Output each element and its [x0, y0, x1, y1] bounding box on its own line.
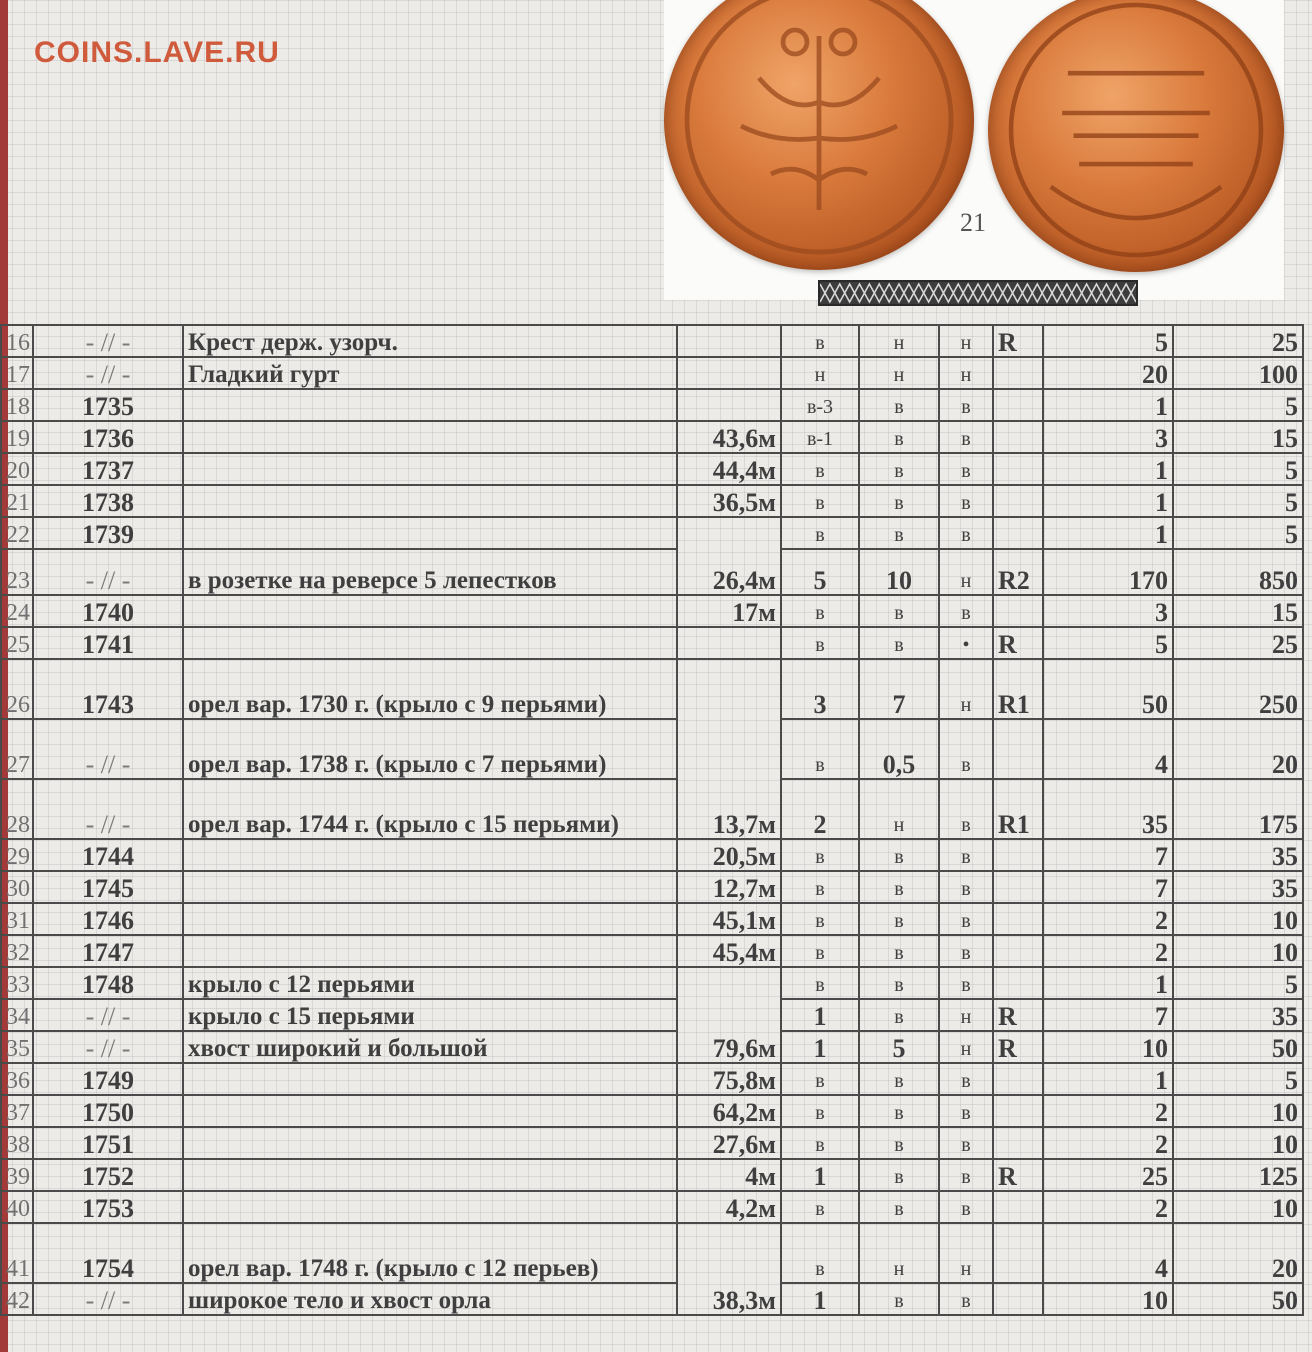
- price-2-cell: 5: [1173, 485, 1303, 517]
- table-row: [1, 1191, 1303, 1223]
- year-cell: 1749: [33, 1063, 183, 1095]
- grade-c-cell: в: [939, 389, 993, 421]
- price-1-cell: 1: [1043, 517, 1173, 549]
- mintage-cell: 17м: [677, 595, 781, 627]
- grade-c-cell: в: [939, 719, 993, 779]
- price-1-cell: 10: [1043, 1031, 1173, 1063]
- coin-catalog-table: [0, 324, 1304, 1316]
- price-1-cell: 5: [1043, 627, 1173, 659]
- site-watermark: COINS.LAVE.RU: [34, 36, 280, 69]
- row-number: 28: [1, 779, 33, 839]
- grade-a-cell: в: [781, 453, 859, 485]
- grade-b-cell: в: [859, 421, 939, 453]
- grade-a-cell: в: [781, 967, 859, 999]
- price-2-cell: 50: [1173, 1283, 1303, 1315]
- mintage-cell: 4м: [677, 1159, 781, 1191]
- grade-a-cell: 3: [781, 659, 859, 719]
- price-1-cell: 1: [1043, 1063, 1173, 1095]
- price-2-cell: 15: [1173, 421, 1303, 453]
- price-1-cell: 170: [1043, 549, 1173, 595]
- row-number: 39: [1, 1159, 33, 1191]
- grade-c-cell: н: [939, 549, 993, 595]
- year-cell: - // -: [33, 1031, 183, 1063]
- description-cell: [183, 517, 677, 549]
- rarity-cell: [993, 421, 1043, 453]
- price-2-cell: 10: [1173, 1191, 1303, 1223]
- price-1-cell: 1: [1043, 453, 1173, 485]
- description-cell: орел вар. 1748 г. (крыло с 12 перьев): [183, 1223, 677, 1283]
- price-2-cell: 175: [1173, 779, 1303, 839]
- year-cell: - // -: [33, 549, 183, 595]
- price-1-cell: 25: [1043, 1159, 1173, 1191]
- price-2-cell: 250: [1173, 659, 1303, 719]
- row-number: 23: [1, 549, 33, 595]
- row-number: 31: [1, 903, 33, 935]
- description-cell: [183, 839, 677, 871]
- year-cell: 1737: [33, 453, 183, 485]
- table-row: [1, 595, 1303, 627]
- price-1-cell: 1: [1043, 967, 1173, 999]
- grade-c-cell: н: [939, 999, 993, 1031]
- grade-b-cell: в: [859, 389, 939, 421]
- mintage-cell: 36,5м: [677, 485, 781, 517]
- grade-b-cell: 7: [859, 659, 939, 719]
- rarity-cell: [993, 485, 1043, 517]
- grade-b-cell: в: [859, 903, 939, 935]
- grade-c-cell: в: [939, 1159, 993, 1191]
- year-cell: 1738: [33, 485, 183, 517]
- grade-a-cell: 2: [781, 779, 859, 839]
- price-1-cell: 2: [1043, 1095, 1173, 1127]
- table-row: [1, 1063, 1303, 1095]
- mintage-cell: [677, 389, 781, 421]
- grade-c-cell: в: [939, 839, 993, 871]
- row-number: 41: [1, 1223, 33, 1283]
- grade-a-cell: в-3: [781, 389, 859, 421]
- grade-a-cell: 5: [781, 549, 859, 595]
- mintage-cell: 45,4м: [677, 935, 781, 967]
- table-row: [1, 549, 1303, 595]
- table-row: [1, 719, 1303, 779]
- year-cell: 1740: [33, 595, 183, 627]
- grade-c-cell: в: [939, 485, 993, 517]
- table-row: [1, 1223, 1303, 1283]
- price-2-cell: 35: [1173, 871, 1303, 903]
- table-row: [1, 1031, 1303, 1063]
- description-cell: орел вар. 1744 г. (крыло с 15 перьями): [183, 779, 677, 839]
- rarity-cell: [993, 1063, 1043, 1095]
- grade-c-cell: н: [939, 1223, 993, 1283]
- price-2-cell: 10: [1173, 1127, 1303, 1159]
- grade-b-cell: 5: [859, 1031, 939, 1063]
- description-cell: [183, 1159, 677, 1191]
- year-cell: - // -: [33, 719, 183, 779]
- rarity-cell: [993, 389, 1043, 421]
- rarity-cell: [993, 453, 1043, 485]
- price-1-cell: 7: [1043, 839, 1173, 871]
- price-2-cell: 5: [1173, 389, 1303, 421]
- table-row: [1, 1159, 1303, 1191]
- rarity-cell: R: [993, 627, 1043, 659]
- price-1-cell: 4: [1043, 1223, 1173, 1283]
- grade-b-cell: в: [859, 999, 939, 1031]
- grade-c-cell: в: [939, 903, 993, 935]
- price-1-cell: 35: [1043, 779, 1173, 839]
- grade-a-cell: н: [781, 357, 859, 389]
- decorative-ornament: [818, 280, 1138, 306]
- mintage-cell: 26,4м: [677, 517, 781, 595]
- grade-c-cell: в: [939, 453, 993, 485]
- grade-c-cell: в: [939, 517, 993, 549]
- year-cell: 1746: [33, 903, 183, 935]
- price-1-cell: 7: [1043, 871, 1173, 903]
- description-cell: крыло с 15 перьями: [183, 999, 677, 1031]
- grade-c-cell: в: [939, 871, 993, 903]
- price-1-cell: 50: [1043, 659, 1173, 719]
- table-row: [1, 357, 1303, 389]
- price-1-cell: 3: [1043, 595, 1173, 627]
- grade-a-cell: в: [781, 595, 859, 627]
- table-row: [1, 839, 1303, 871]
- row-number: 34: [1, 999, 33, 1031]
- price-1-cell: 2: [1043, 1127, 1173, 1159]
- description-cell: в розетке на реверсе 5 лепестков: [183, 549, 677, 595]
- mintage-cell: [677, 627, 781, 659]
- row-number: 40: [1, 1191, 33, 1223]
- grade-a-cell: в: [781, 1127, 859, 1159]
- rarity-cell: [993, 719, 1043, 779]
- price-1-cell: 4: [1043, 719, 1173, 779]
- description-cell: [183, 453, 677, 485]
- grade-a-cell: 1: [781, 1159, 859, 1191]
- price-2-cell: 25: [1173, 627, 1303, 659]
- price-2-cell: 10: [1173, 935, 1303, 967]
- grade-c-cell: н: [939, 357, 993, 389]
- row-number: 29: [1, 839, 33, 871]
- description-cell: [183, 485, 677, 517]
- mintage-cell: 38,3м: [677, 1223, 781, 1315]
- grade-a-cell: в: [781, 1063, 859, 1095]
- price-1-cell: 3: [1043, 421, 1173, 453]
- price-2-cell: 10: [1173, 903, 1303, 935]
- mintage-cell: [677, 357, 781, 389]
- table-row: [1, 659, 1303, 719]
- description-cell: Крест держ. узорч.: [183, 325, 677, 357]
- grade-a-cell: 1: [781, 999, 859, 1031]
- year-cell: 1735: [33, 389, 183, 421]
- grade-b-cell: н: [859, 779, 939, 839]
- price-1-cell: 20: [1043, 357, 1173, 389]
- grade-b-cell: в: [859, 1159, 939, 1191]
- table-row: [1, 999, 1303, 1031]
- price-2-cell: 20: [1173, 719, 1303, 779]
- row-number: 32: [1, 935, 33, 967]
- mintage-cell: 13,7м: [677, 659, 781, 839]
- year-cell: 1754: [33, 1223, 183, 1283]
- year-cell: 1743: [33, 659, 183, 719]
- table-row: [1, 967, 1303, 999]
- description-cell: крыло с 12 перьями: [183, 967, 677, 999]
- price-2-cell: 5: [1173, 453, 1303, 485]
- grade-c-cell: н: [939, 1031, 993, 1063]
- grade-b-cell: в: [859, 627, 939, 659]
- grade-c-cell: н: [939, 659, 993, 719]
- price-2-cell: 50: [1173, 1031, 1303, 1063]
- rarity-cell: [993, 1283, 1043, 1315]
- grade-c-cell: в: [939, 1283, 993, 1315]
- grade-b-cell: в: [859, 1127, 939, 1159]
- price-1-cell: 10: [1043, 1283, 1173, 1315]
- row-number: 42: [1, 1283, 33, 1315]
- grade-a-cell: в: [781, 1223, 859, 1283]
- grade-c-cell: в: [939, 1191, 993, 1223]
- row-number: 35: [1, 1031, 33, 1063]
- description-cell: орел вар. 1730 г. (крыло с 9 перьями): [183, 659, 677, 719]
- grade-b-cell: в: [859, 517, 939, 549]
- description-cell: [183, 1095, 677, 1127]
- rarity-cell: [993, 871, 1043, 903]
- description-cell: [183, 627, 677, 659]
- grade-a-cell: в: [781, 839, 859, 871]
- rarity-cell: [993, 903, 1043, 935]
- rarity-cell: [993, 517, 1043, 549]
- row-number: 37: [1, 1095, 33, 1127]
- grade-b-cell: в: [859, 871, 939, 903]
- table-row: [1, 389, 1303, 421]
- row-number: 20: [1, 453, 33, 485]
- year-cell: - // -: [33, 1283, 183, 1315]
- rarity-cell: [993, 839, 1043, 871]
- row-number: 22: [1, 517, 33, 549]
- grade-a-cell: в-1: [781, 421, 859, 453]
- grade-b-cell: в: [859, 839, 939, 871]
- rarity-cell: [993, 1095, 1043, 1127]
- price-2-cell: 15: [1173, 595, 1303, 627]
- year-cell: 1741: [33, 627, 183, 659]
- rarity-cell: R: [993, 1031, 1043, 1063]
- year-cell: 1751: [33, 1127, 183, 1159]
- description-cell: [183, 595, 677, 627]
- grade-b-cell: в: [859, 935, 939, 967]
- mintage-cell: 45,1м: [677, 903, 781, 935]
- grade-b-cell: в: [859, 453, 939, 485]
- grade-a-cell: в: [781, 517, 859, 549]
- grade-a-cell: в: [781, 485, 859, 517]
- year-cell: 1739: [33, 517, 183, 549]
- year-cell: - // -: [33, 779, 183, 839]
- grade-c-cell: в: [939, 1095, 993, 1127]
- grade-b-cell: в: [859, 485, 939, 517]
- row-number: 33: [1, 967, 33, 999]
- price-1-cell: 2: [1043, 1191, 1173, 1223]
- grade-b-cell: 0,5: [859, 719, 939, 779]
- grade-b-cell: в: [859, 1283, 939, 1315]
- grade-a-cell: в: [781, 627, 859, 659]
- year-cell: - // -: [33, 325, 183, 357]
- mintage-cell: 4,2м: [677, 1191, 781, 1223]
- rarity-cell: [993, 1223, 1043, 1283]
- price-2-cell: 10: [1173, 1095, 1303, 1127]
- rarity-cell: [993, 595, 1043, 627]
- description-cell: [183, 1063, 677, 1095]
- year-cell: 1753: [33, 1191, 183, 1223]
- grade-b-cell: в: [859, 967, 939, 999]
- rarity-cell: R2: [993, 549, 1043, 595]
- rarity-cell: [993, 1127, 1043, 1159]
- rarity-cell: R: [993, 1159, 1043, 1191]
- coin-reverse-image: [988, 0, 1284, 272]
- grade-a-cell: 1: [781, 1031, 859, 1063]
- grade-c-cell: в: [939, 1063, 993, 1095]
- grade-b-cell: в: [859, 1095, 939, 1127]
- year-cell: - // -: [33, 357, 183, 389]
- grade-c-cell: в: [939, 1127, 993, 1159]
- mintage-cell: 12,7м: [677, 871, 781, 903]
- table-row: [1, 903, 1303, 935]
- rarity-cell: [993, 967, 1043, 999]
- rarity-cell: [993, 935, 1043, 967]
- mintage-cell: 64,2м: [677, 1095, 781, 1127]
- row-number: 16: [1, 325, 33, 357]
- price-2-cell: 125: [1173, 1159, 1303, 1191]
- grade-c-cell: в: [939, 421, 993, 453]
- rarity-cell: R: [993, 999, 1043, 1031]
- row-number: 17: [1, 357, 33, 389]
- table-row: [1, 453, 1303, 485]
- year-cell: 1744: [33, 839, 183, 871]
- grade-b-cell: 10: [859, 549, 939, 595]
- row-number: 24: [1, 595, 33, 627]
- grade-c-cell: в: [939, 935, 993, 967]
- description-cell: [183, 421, 677, 453]
- grade-b-cell: н: [859, 357, 939, 389]
- table-row: [1, 421, 1303, 453]
- table-row: [1, 779, 1303, 839]
- mintage-cell: [677, 325, 781, 357]
- row-number: 38: [1, 1127, 33, 1159]
- page-number: 21: [960, 208, 986, 237]
- rarity-cell: [993, 1191, 1043, 1223]
- description-cell: [183, 871, 677, 903]
- grade-c-cell: в: [939, 967, 993, 999]
- table-row: [1, 871, 1303, 903]
- row-number: 30: [1, 871, 33, 903]
- price-1-cell: 1: [1043, 485, 1173, 517]
- grade-c-cell: в: [939, 595, 993, 627]
- grade-c-cell: в: [939, 779, 993, 839]
- mintage-cell: 43,6м: [677, 421, 781, 453]
- table-row: [1, 485, 1303, 517]
- price-2-cell: 35: [1173, 839, 1303, 871]
- mintage-cell: 44,4м: [677, 453, 781, 485]
- price-1-cell: 7: [1043, 999, 1173, 1031]
- table-row: [1, 517, 1303, 549]
- price-1-cell: 5: [1043, 325, 1173, 357]
- row-number: 36: [1, 1063, 33, 1095]
- grade-b-cell: в: [859, 1191, 939, 1223]
- mintage-cell: 27,6м: [677, 1127, 781, 1159]
- row-number: 27: [1, 719, 33, 779]
- price-2-cell: 5: [1173, 1063, 1303, 1095]
- row-number: 25: [1, 627, 33, 659]
- year-cell: 1736: [33, 421, 183, 453]
- year-cell: 1745: [33, 871, 183, 903]
- table-row: [1, 1095, 1303, 1127]
- grade-a-cell: в: [781, 871, 859, 903]
- year-cell: 1750: [33, 1095, 183, 1127]
- year-cell: 1747: [33, 935, 183, 967]
- table-row: [1, 627, 1303, 659]
- grade-a-cell: в: [781, 325, 859, 357]
- grade-a-cell: в: [781, 1191, 859, 1223]
- mintage-cell: 79,6м: [677, 967, 781, 1063]
- rarity-cell: R1: [993, 659, 1043, 719]
- rarity-cell: [993, 357, 1043, 389]
- description-cell: [183, 935, 677, 967]
- row-number: 19: [1, 421, 33, 453]
- grade-a-cell: 1: [781, 1283, 859, 1315]
- year-cell: 1748: [33, 967, 183, 999]
- price-2-cell: 100: [1173, 357, 1303, 389]
- table-row: [1, 935, 1303, 967]
- mintage-cell: 75,8м: [677, 1063, 781, 1095]
- description-cell: [183, 903, 677, 935]
- mintage-cell: 20,5м: [677, 839, 781, 871]
- table-row: [1, 1283, 1303, 1315]
- description-cell: [183, 1191, 677, 1223]
- grade-c-cell: н: [939, 325, 993, 357]
- price-1-cell: 2: [1043, 935, 1173, 967]
- table-row: [1, 1127, 1303, 1159]
- grade-a-cell: в: [781, 1095, 859, 1127]
- rarity-cell: R: [993, 325, 1043, 357]
- description-cell: широкое тело и хвост орла: [183, 1283, 677, 1315]
- grade-a-cell: в: [781, 719, 859, 779]
- grade-a-cell: в: [781, 903, 859, 935]
- price-1-cell: 2: [1043, 903, 1173, 935]
- price-2-cell: 25: [1173, 325, 1303, 357]
- description-cell: хвост широкий и большой: [183, 1031, 677, 1063]
- price-2-cell: 20: [1173, 1223, 1303, 1283]
- description-cell: Гладкий гурт: [183, 357, 677, 389]
- row-number: 21: [1, 485, 33, 517]
- grade-b-cell: н: [859, 1223, 939, 1283]
- rarity-cell: R1: [993, 779, 1043, 839]
- grade-a-cell: в: [781, 935, 859, 967]
- description-cell: [183, 1127, 677, 1159]
- price-2-cell: 5: [1173, 967, 1303, 999]
- price-2-cell: 5: [1173, 517, 1303, 549]
- coin-obverse-image: [664, 0, 974, 270]
- year-cell: 1752: [33, 1159, 183, 1191]
- price-2-cell: 850: [1173, 549, 1303, 595]
- description-cell: [183, 389, 677, 421]
- grade-c-cell: •: [939, 627, 993, 659]
- row-number: 18: [1, 389, 33, 421]
- grade-b-cell: в: [859, 595, 939, 627]
- grade-b-cell: в: [859, 1063, 939, 1095]
- table-row: [1, 325, 1303, 357]
- price-2-cell: 35: [1173, 999, 1303, 1031]
- year-cell: - // -: [33, 999, 183, 1031]
- price-1-cell: 1: [1043, 389, 1173, 421]
- grade-b-cell: н: [859, 325, 939, 357]
- description-cell: орел вар. 1738 г. (крыло с 7 перьями): [183, 719, 677, 779]
- row-number: 26: [1, 659, 33, 719]
